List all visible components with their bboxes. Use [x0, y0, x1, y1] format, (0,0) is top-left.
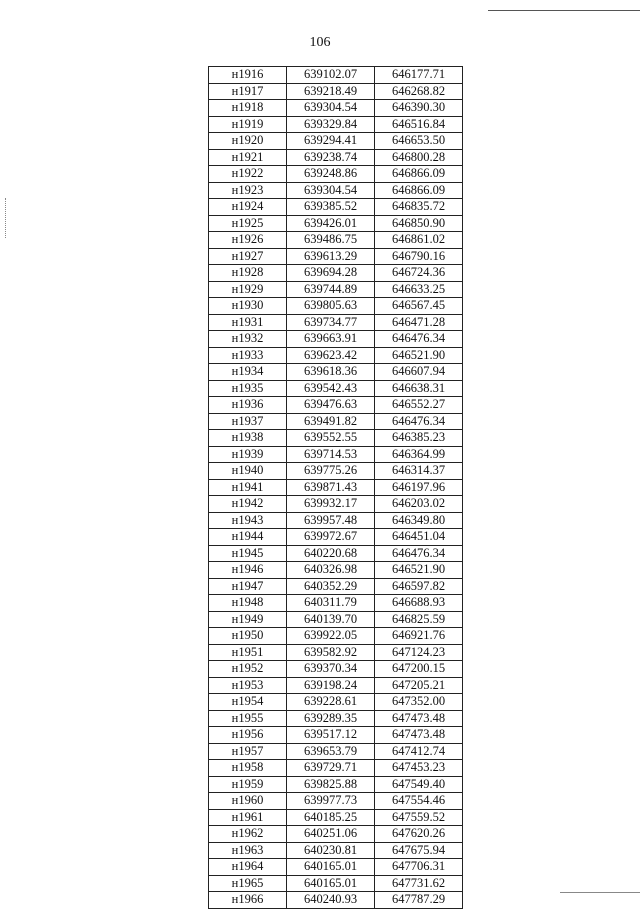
point-id-cell: н1918	[209, 100, 287, 117]
x-coordinate-cell: 639476.63	[287, 397, 375, 414]
x-coordinate-cell: 639304.54	[287, 100, 375, 117]
point-id-cell: н1928	[209, 265, 287, 282]
table-row	[209, 529, 463, 546]
table-row	[209, 265, 463, 282]
x-coordinate-cell: 639517.12	[287, 727, 375, 744]
table-row	[209, 199, 463, 216]
y-coordinate-cell: 647706.31	[375, 859, 463, 876]
y-coordinate-cell: 646314.37	[375, 463, 463, 480]
y-coordinate-cell: 646552.27	[375, 397, 463, 414]
point-id-cell: н1936	[209, 397, 287, 414]
x-coordinate-cell: 639289.35	[287, 710, 375, 727]
x-coordinate-cell: 640220.68	[287, 545, 375, 562]
point-id-cell: н1945	[209, 545, 287, 562]
y-coordinate-cell: 646390.30	[375, 100, 463, 117]
table-row	[209, 463, 463, 480]
y-coordinate-cell: 647620.26	[375, 826, 463, 843]
x-coordinate-cell: 639618.36	[287, 364, 375, 381]
point-id-cell: н1952	[209, 661, 287, 678]
y-coordinate-cell: 647473.48	[375, 710, 463, 727]
y-coordinate-cell: 646653.50	[375, 133, 463, 150]
y-coordinate-cell: 646597.82	[375, 578, 463, 595]
x-coordinate-cell: 639714.53	[287, 446, 375, 463]
x-coordinate-cell: 639977.73	[287, 793, 375, 810]
y-coordinate-cell: 646451.04	[375, 529, 463, 546]
point-id-cell: н1926	[209, 232, 287, 249]
y-coordinate-cell: 646607.94	[375, 364, 463, 381]
point-id-cell: н1953	[209, 677, 287, 694]
point-id-cell: н1954	[209, 694, 287, 711]
table-row	[209, 281, 463, 298]
point-id-cell: н1961	[209, 809, 287, 826]
table-row	[209, 628, 463, 645]
table-row	[209, 232, 463, 249]
table-row	[209, 149, 463, 166]
point-id-cell: н1955	[209, 710, 287, 727]
table-row	[209, 595, 463, 612]
y-coordinate-cell: 647675.94	[375, 842, 463, 859]
x-coordinate-cell: 639304.54	[287, 182, 375, 199]
table-row	[209, 397, 463, 414]
table-row	[209, 347, 463, 364]
y-coordinate-cell: 647549.40	[375, 776, 463, 793]
table-row	[209, 496, 463, 513]
point-id-cell: н1939	[209, 446, 287, 463]
point-id-cell: н1947	[209, 578, 287, 595]
x-coordinate-cell: 639218.49	[287, 83, 375, 100]
table-row	[209, 710, 463, 727]
y-coordinate-cell: 647554.46	[375, 793, 463, 810]
table-row	[209, 430, 463, 447]
bottom-rule	[560, 892, 640, 893]
point-id-cell: н1937	[209, 413, 287, 430]
y-coordinate-cell: 646724.36	[375, 265, 463, 282]
x-coordinate-cell: 639623.42	[287, 347, 375, 364]
x-coordinate-cell: 639426.01	[287, 215, 375, 232]
point-id-cell: н1950	[209, 628, 287, 645]
table-row	[209, 743, 463, 760]
x-coordinate-cell: 640352.29	[287, 578, 375, 595]
table-row	[209, 661, 463, 678]
y-coordinate-cell: 646633.25	[375, 281, 463, 298]
y-coordinate-cell: 646476.34	[375, 413, 463, 430]
point-id-cell: н1932	[209, 331, 287, 348]
point-id-cell: н1951	[209, 644, 287, 661]
x-coordinate-cell: 639582.92	[287, 644, 375, 661]
y-coordinate-cell: 646866.09	[375, 166, 463, 183]
table-row	[209, 826, 463, 843]
x-coordinate-cell: 639102.07	[287, 67, 375, 84]
x-coordinate-cell: 639552.55	[287, 430, 375, 447]
point-id-cell: н1933	[209, 347, 287, 364]
point-id-cell: н1921	[209, 149, 287, 166]
y-coordinate-cell: 646800.28	[375, 149, 463, 166]
table-row	[209, 413, 463, 430]
x-coordinate-cell: 639972.67	[287, 529, 375, 546]
table-row	[209, 512, 463, 529]
y-coordinate-cell: 646203.02	[375, 496, 463, 513]
x-coordinate-cell: 639734.77	[287, 314, 375, 331]
point-id-cell: н1931	[209, 314, 287, 331]
x-coordinate-cell: 639871.43	[287, 479, 375, 496]
y-coordinate-cell: 646521.90	[375, 562, 463, 579]
table-row	[209, 116, 463, 133]
table-row	[209, 611, 463, 628]
table-row	[209, 67, 463, 84]
y-coordinate-cell: 647200.15	[375, 661, 463, 678]
point-id-cell: н1943	[209, 512, 287, 529]
x-coordinate-cell: 639613.29	[287, 248, 375, 265]
point-id-cell: н1959	[209, 776, 287, 793]
point-id-cell: н1948	[209, 595, 287, 612]
table-row	[209, 809, 463, 826]
y-coordinate-cell: 646850.90	[375, 215, 463, 232]
point-id-cell: н1934	[209, 364, 287, 381]
y-coordinate-cell: 647473.48	[375, 727, 463, 744]
table-row	[209, 760, 463, 777]
x-coordinate-cell: 640240.93	[287, 892, 375, 909]
table-row	[209, 562, 463, 579]
x-coordinate-cell: 639491.82	[287, 413, 375, 430]
table-row	[209, 875, 463, 892]
table-row	[209, 331, 463, 348]
point-id-cell: н1930	[209, 298, 287, 315]
y-coordinate-cell: 646471.28	[375, 314, 463, 331]
x-coordinate-cell: 639238.74	[287, 149, 375, 166]
y-coordinate-cell: 646835.72	[375, 199, 463, 216]
x-coordinate-cell: 639957.48	[287, 512, 375, 529]
point-id-cell: н1964	[209, 859, 287, 876]
x-coordinate-cell: 640326.98	[287, 562, 375, 579]
y-coordinate-cell: 646861.02	[375, 232, 463, 249]
margin-marks	[5, 198, 8, 238]
point-id-cell: н1919	[209, 116, 287, 133]
table-row	[209, 677, 463, 694]
table-row	[209, 727, 463, 744]
x-coordinate-cell: 639370.34	[287, 661, 375, 678]
y-coordinate-cell: 646921.76	[375, 628, 463, 645]
point-id-cell: н1916	[209, 67, 287, 84]
x-coordinate-cell: 640165.01	[287, 875, 375, 892]
point-id-cell: н1949	[209, 611, 287, 628]
table-row	[209, 578, 463, 595]
y-coordinate-cell: 646516.84	[375, 116, 463, 133]
y-coordinate-cell: 646197.96	[375, 479, 463, 496]
table-row	[209, 182, 463, 199]
table-row	[209, 793, 463, 810]
y-coordinate-cell: 646825.59	[375, 611, 463, 628]
table-row	[209, 298, 463, 315]
x-coordinate-cell: 640165.01	[287, 859, 375, 876]
y-coordinate-cell: 646268.82	[375, 83, 463, 100]
y-coordinate-cell: 646177.71	[375, 67, 463, 84]
point-id-cell: н1956	[209, 727, 287, 744]
y-coordinate-cell: 647412.74	[375, 743, 463, 760]
x-coordinate-cell: 639653.79	[287, 743, 375, 760]
point-id-cell: н1957	[209, 743, 287, 760]
y-coordinate-cell: 646567.45	[375, 298, 463, 315]
x-coordinate-cell: 639294.41	[287, 133, 375, 150]
x-coordinate-cell: 640251.06	[287, 826, 375, 843]
y-coordinate-cell: 646521.90	[375, 347, 463, 364]
table-row	[209, 314, 463, 331]
table-row	[209, 446, 463, 463]
table-row	[209, 215, 463, 232]
point-id-cell: н1965	[209, 875, 287, 892]
x-coordinate-cell: 639694.28	[287, 265, 375, 282]
table-row	[209, 248, 463, 265]
point-id-cell: н1958	[209, 760, 287, 777]
y-coordinate-cell: 646638.31	[375, 380, 463, 397]
y-coordinate-cell: 646349.80	[375, 512, 463, 529]
point-id-cell: н1929	[209, 281, 287, 298]
table-row	[209, 545, 463, 562]
point-id-cell: н1935	[209, 380, 287, 397]
page-number: 106	[309, 35, 331, 50]
point-id-cell: н1925	[209, 215, 287, 232]
y-coordinate-cell: 646364.99	[375, 446, 463, 463]
table-row	[209, 166, 463, 183]
coordinates-table-body	[209, 67, 463, 909]
top-rule	[488, 10, 640, 11]
y-coordinate-cell: 647205.21	[375, 677, 463, 694]
x-coordinate-cell: 639775.26	[287, 463, 375, 480]
x-coordinate-cell: 639825.88	[287, 776, 375, 793]
y-coordinate-cell: 647731.62	[375, 875, 463, 892]
y-coordinate-cell: 647787.29	[375, 892, 463, 909]
x-coordinate-cell: 639248.86	[287, 166, 375, 183]
x-coordinate-cell: 639744.89	[287, 281, 375, 298]
y-coordinate-cell: 646476.34	[375, 545, 463, 562]
point-id-cell: н1938	[209, 430, 287, 447]
x-coordinate-cell: 640311.79	[287, 595, 375, 612]
x-coordinate-cell: 639385.52	[287, 199, 375, 216]
x-coordinate-cell: 639729.71	[287, 760, 375, 777]
table-row	[209, 859, 463, 876]
x-coordinate-cell: 639805.63	[287, 298, 375, 315]
point-id-cell: н1944	[209, 529, 287, 546]
table-row	[209, 100, 463, 117]
coordinates-table	[208, 66, 463, 909]
point-id-cell: н1962	[209, 826, 287, 843]
point-id-cell: н1960	[209, 793, 287, 810]
x-coordinate-cell: 639228.61	[287, 694, 375, 711]
x-coordinate-cell: 639663.91	[287, 331, 375, 348]
table-row	[209, 842, 463, 859]
y-coordinate-cell: 646866.09	[375, 182, 463, 199]
point-id-cell: н1946	[209, 562, 287, 579]
y-coordinate-cell: 646688.93	[375, 595, 463, 612]
y-coordinate-cell: 647352.00	[375, 694, 463, 711]
table-row	[209, 364, 463, 381]
table-row	[209, 776, 463, 793]
x-coordinate-cell: 639922.05	[287, 628, 375, 645]
table-row	[209, 133, 463, 150]
point-id-cell: н1922	[209, 166, 287, 183]
x-coordinate-cell: 639329.84	[287, 116, 375, 133]
table-row	[209, 479, 463, 496]
x-coordinate-cell: 639198.24	[287, 677, 375, 694]
table-row	[209, 694, 463, 711]
point-id-cell: н1963	[209, 842, 287, 859]
table-row	[209, 892, 463, 909]
table-row	[209, 83, 463, 100]
x-coordinate-cell: 640185.25	[287, 809, 375, 826]
point-id-cell: н1927	[209, 248, 287, 265]
x-coordinate-cell: 640230.81	[287, 842, 375, 859]
point-id-cell: н1920	[209, 133, 287, 150]
y-coordinate-cell: 647559.52	[375, 809, 463, 826]
x-coordinate-cell: 640139.70	[287, 611, 375, 628]
x-coordinate-cell: 639486.75	[287, 232, 375, 249]
point-id-cell: н1917	[209, 83, 287, 100]
y-coordinate-cell: 646385.23	[375, 430, 463, 447]
point-id-cell: н1966	[209, 892, 287, 909]
point-id-cell: н1940	[209, 463, 287, 480]
point-id-cell: н1923	[209, 182, 287, 199]
y-coordinate-cell: 646476.34	[375, 331, 463, 348]
table-row	[209, 644, 463, 661]
y-coordinate-cell: 647124.23	[375, 644, 463, 661]
y-coordinate-cell: 646790.16	[375, 248, 463, 265]
point-id-cell: н1942	[209, 496, 287, 513]
x-coordinate-cell: 639542.43	[287, 380, 375, 397]
point-id-cell: н1941	[209, 479, 287, 496]
point-id-cell: н1924	[209, 199, 287, 216]
table-row	[209, 380, 463, 397]
x-coordinate-cell: 639932.17	[287, 496, 375, 513]
y-coordinate-cell: 647453.23	[375, 760, 463, 777]
